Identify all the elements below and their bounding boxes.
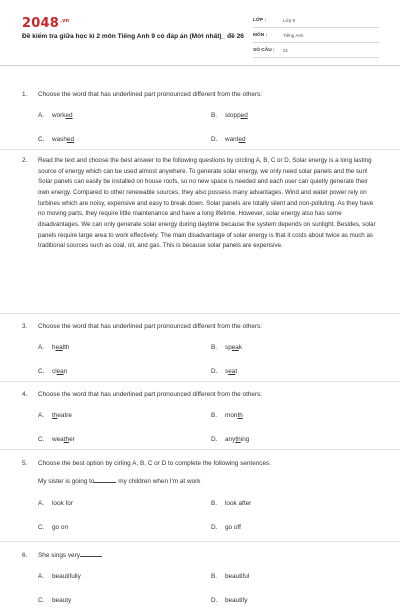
question-6 [0, 551, 400, 612]
question-divider [0, 381, 400, 382]
question-3 [0, 322, 400, 383]
option-d[interactable]: D. go off [211, 523, 241, 531]
question-1 [0, 90, 400, 151]
meta-value: 21 [283, 48, 289, 54]
option-a[interactable]: A. look for [38, 499, 73, 507]
underlined-part: ed [238, 136, 246, 144]
option-c[interactable]: C. go on [38, 523, 68, 531]
meta-label: LỚP : [253, 18, 267, 24]
question-5 [0, 459, 400, 539]
underlined-part: ea [55, 344, 63, 352]
meta-label: SỐ CÂU : [253, 48, 275, 54]
option-d[interactable]: D. seat [211, 368, 238, 376]
underlined-part: th [235, 436, 241, 444]
question-number: 4. [22, 391, 28, 398]
logo-suffix: .vn [59, 17, 70, 24]
answer-options [0, 572, 400, 612]
question-prompt: Choose the word that has underlined part pronounced different from the others: [38, 391, 263, 398]
question-prompt: Choose the word that has underlined part pronounced different from the others: [38, 91, 263, 98]
reading-passage: Read the text and choose the best answer to the following questions by circling A, B, C or D. Solar energy is a long lasting source of energy which can be used almost anywhere. To generate solar energy, we only need solar panels and the sun! Solar panels can easily be installed on house roofs, so no new space is needed and each user can quietly generate their own energy. Compared to other renewable sources, they also possess many advantages. Wind and water power rely on turbines which are noisy, expensive and easy to break down. Solar panels are totally silent and non-polluting. As they have no moving parts, they require little maintenance and have a long lifetime. However, solar energy also has some disadvantages. We can only generate solar energy during daytime because the system depends on sunlight. Besides, solar panels require large area to work effectively. The main disadvantage of solar energy is that it costs about twice as much as traditional sources such as coal, oil, and gas. This is because solar panels are expensive. [38, 157, 376, 250]
meta-row-question-count [253, 46, 379, 58]
meta-row-subject [253, 31, 379, 43]
option-c[interactable]: C. clean [38, 368, 68, 376]
question-prompt: She sings very [38, 552, 80, 559]
option-c[interactable]: C. weather [38, 436, 75, 444]
question-number: 5. [22, 460, 28, 467]
question-prompt: Choose the best option by cirling A, B, C or D to complete the following sentences. [38, 460, 272, 467]
option-b[interactable]: B. beautiful [211, 573, 250, 581]
answer-options [0, 343, 400, 383]
option-b[interactable]: B. month [211, 412, 243, 420]
document-meta [253, 16, 379, 61]
underlined-part: th [237, 412, 243, 420]
meta-row-grade [253, 16, 379, 28]
underlined-part: ea [228, 368, 236, 376]
fill-in-sentence: My sister is going to my children when I'm at work [38, 478, 201, 486]
underlined-part: ed [240, 112, 248, 120]
question-number: 6. [22, 552, 28, 559]
underlined-part: th [52, 412, 58, 420]
question-2 [0, 156, 400, 252]
answer-blank[interactable] [94, 477, 116, 483]
question-divider [0, 149, 400, 150]
option-a[interactable]: A. worked [38, 112, 73, 120]
option-b[interactable]: B. look after [211, 499, 252, 507]
answer-blank[interactable] [80, 551, 102, 557]
option-d[interactable]: D. wanted [211, 136, 246, 144]
question-number: 1. [22, 91, 28, 98]
question-divider [0, 313, 400, 314]
underlined-part: ea [231, 344, 239, 352]
underlined-part: ea [56, 368, 64, 376]
meta-value: Lớp 9 [283, 18, 295, 24]
option-d[interactable]: D. beautify [211, 597, 248, 605]
option-a[interactable]: A. beautifully [38, 573, 81, 581]
option-c[interactable]: C. beauty [38, 597, 72, 605]
question-prompt: Choose the word that has underlined part pronounced different from the others: [38, 323, 263, 330]
underlined-part: th [63, 436, 70, 444]
underlined-part: ed [66, 136, 75, 144]
logo-main: 2048 [22, 16, 59, 31]
option-a[interactable]: A. theatre [38, 412, 72, 420]
answer-options [0, 411, 400, 451]
option-a[interactable]: A. health [38, 344, 70, 352]
meta-label: MÔN : [253, 33, 268, 39]
document-title: Đề kiểm tra giữa học kì 2 môn Tiếng Anh 9 có đáp án (Mới nhất)_ đề 26 [22, 33, 244, 40]
meta-value: Tiếng Anh [283, 33, 304, 39]
underlined-part: ed [65, 112, 73, 120]
question-number: 2. [22, 157, 28, 164]
answer-options [0, 499, 400, 539]
question-4 [0, 390, 400, 451]
question-number: 3. [22, 323, 28, 330]
option-b[interactable]: B. speak [211, 344, 243, 352]
page-header [0, 0, 400, 66]
option-b[interactable]: B. stopped [211, 112, 248, 120]
option-c[interactable]: C. washed [38, 136, 75, 144]
question-divider [0, 449, 400, 450]
answer-options [0, 111, 400, 151]
question-divider [0, 541, 400, 542]
option-d[interactable]: D. anything [211, 436, 250, 444]
